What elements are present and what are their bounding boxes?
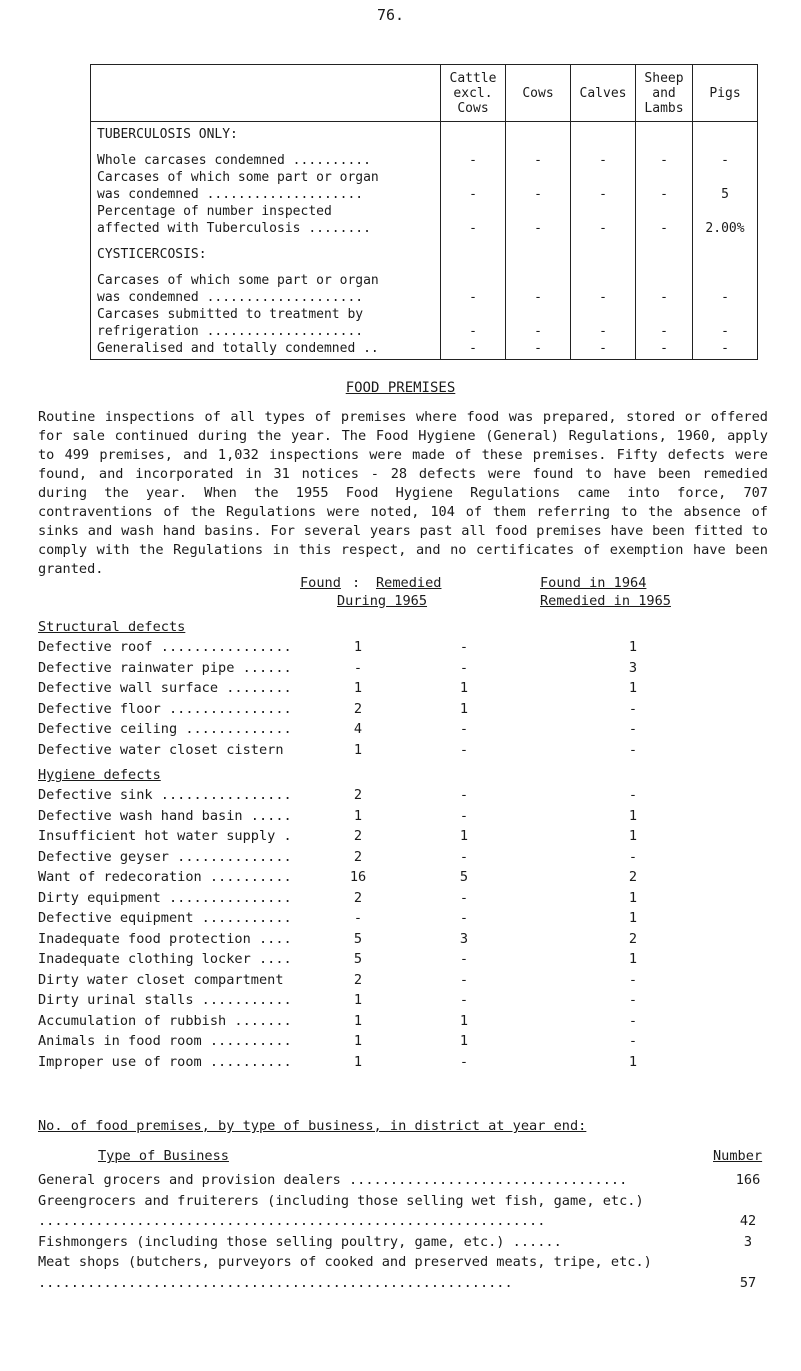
spacer (636, 126, 692, 143)
spacer (636, 272, 692, 289)
table-header-cell (693, 65, 758, 122)
remedied-value: 1 (459, 1012, 469, 1029)
table-cell-value: 2.00% (705, 221, 745, 236)
remedied-1965-value: 1 (628, 910, 638, 926)
row-labels-cell (91, 122, 441, 360)
header-text: Cattle (449, 70, 497, 86)
remedied-value: 3 (459, 930, 469, 947)
defect-label: Improper use of room .......... (38, 1053, 292, 1070)
defect-label: Defective rainwater pipe ...... (38, 659, 292, 676)
table-cell-value: - (599, 324, 607, 339)
spacer (506, 272, 570, 289)
header-text: Sheep (644, 70, 684, 86)
structural-defects-group (38, 618, 778, 760)
remedied-1965-value: - (628, 1033, 638, 1049)
spacer (571, 263, 635, 272)
spacer (571, 237, 635, 246)
remedied-1965-value: - (628, 848, 638, 865)
remedied-1965-value: 1 (628, 680, 638, 696)
spacer (571, 306, 635, 323)
spacer (636, 237, 692, 246)
spacer (636, 263, 692, 272)
found-value: 1 (353, 1053, 363, 1070)
table-cell-value: 5 (721, 187, 729, 202)
remedied-value: - (459, 787, 469, 803)
defect-label: Defective wall surface ........ (38, 680, 292, 696)
spacer (571, 143, 635, 152)
remedied-1965-value: - (628, 700, 638, 717)
business-type: General grocers and provision dealers .................................. (38, 1172, 628, 1188)
label-cyst-part-line1: Carcases of which some part or organ (97, 273, 379, 288)
spacer (693, 143, 757, 152)
remedied-1965-value: - (628, 971, 638, 988)
spacer (441, 169, 505, 186)
table-row (38, 908, 778, 929)
remedied-value: - (459, 992, 469, 1008)
defect-label: Dirty equipment ............... (38, 889, 292, 906)
table-cell-value: - (534, 221, 542, 236)
table-row (38, 1052, 778, 1073)
defect-label: Animals in food room .......... (38, 1033, 292, 1049)
spacer (636, 169, 692, 186)
remedied-1965-value: 3 (628, 659, 638, 676)
list-item (38, 1170, 778, 1191)
spacer (506, 263, 570, 272)
page-number: 76. (377, 6, 405, 24)
col-head-remedied: Remedied (376, 575, 442, 591)
label-tb-percentage-line1: Percentage of number inspected (97, 204, 332, 219)
remedied-1965-value: - (628, 787, 638, 803)
table-cell-value: - (599, 341, 607, 356)
defect-label: Inadequate clothing locker .... (38, 951, 292, 967)
spacer (693, 237, 757, 246)
remedied-1965-value: 2 (628, 930, 638, 947)
remedied-value: - (459, 910, 469, 926)
defect-label: Defective geyser .............. (38, 848, 292, 865)
found-value: 2 (353, 848, 363, 865)
spacer (636, 306, 692, 323)
spacer (441, 246, 505, 263)
table-cell-value: - (660, 341, 668, 356)
remedied-value: - (459, 1053, 469, 1070)
found-value: 1 (353, 807, 363, 824)
label-cyst-refrig-line1: Carcases submitted to treatment by (97, 307, 364, 322)
table-row (38, 719, 778, 740)
col-head-remedied-1965: Remedied in 1965 (540, 593, 671, 609)
found-value: 5 (353, 930, 363, 947)
table-header-cell (441, 65, 506, 122)
remedied-1965-value: - (628, 721, 638, 737)
table-header-row (91, 65, 758, 122)
found-value: 2 (353, 971, 363, 988)
col-head-during: During 1965 (337, 593, 428, 609)
section-heading-tuberculosis: TUBERCULOSIS ONLY: (97, 127, 238, 142)
header-text: Lambs (644, 100, 684, 116)
meat-inspection-table (90, 64, 758, 360)
table-row (38, 867, 778, 888)
defect-label: Want of redecoration .......... (38, 869, 292, 885)
spacer (571, 246, 635, 263)
col-head-found-1964: Found in 1964 (540, 575, 647, 591)
spacer (441, 306, 505, 323)
remedied-value: 1 (459, 828, 469, 844)
table-cell-value: - (721, 290, 729, 305)
table-row (38, 949, 778, 970)
spacer (506, 143, 570, 152)
table-cell-value: - (660, 153, 668, 168)
remedied-1965-value: 1 (628, 828, 638, 844)
defect-label: Defective ceiling ............. (38, 721, 292, 737)
remedied-value: - (459, 971, 469, 988)
business-list (38, 1170, 778, 1293)
label-tb-part-line2: was condemned .................... (97, 187, 364, 202)
header-text: Cows (522, 85, 554, 101)
remedied-value: - (459, 889, 469, 906)
found-value: - (353, 659, 363, 676)
defect-label: Defective sink ................ (38, 787, 292, 803)
spacer (571, 272, 635, 289)
remedied-1965-value: 1 (628, 807, 638, 824)
business-col-number: Number (713, 1148, 763, 1164)
spacer (571, 126, 635, 143)
table-header-cell (91, 65, 441, 122)
remedied-1965-value: - (628, 741, 638, 758)
spacer (506, 237, 570, 246)
label-whole-carcases: Whole carcases condemned .......... (97, 153, 371, 168)
defect-label: Insufficient hot water supply . (38, 828, 292, 844)
spacer (636, 143, 692, 152)
defect-label: Inadequate food protection .... (38, 930, 292, 947)
found-value: - (353, 910, 363, 926)
label-tb-percentage-line2: affected with Tuberculosis ........ (97, 221, 371, 236)
found-value: 2 (353, 700, 363, 717)
spacer (636, 246, 692, 263)
found-value: 1 (353, 741, 363, 758)
header-text: and (652, 85, 676, 101)
table-cell-value: - (660, 324, 668, 339)
label-cyst-part-line2: was condemned .................... (97, 290, 364, 305)
table-header-cell (506, 65, 571, 122)
remedied-value: 1 (459, 1033, 469, 1049)
food-premises-paragraph: Routine inspections of all types of premises where food was prepared, stored or offered for sale continued during the year. The Food Hygiene (General) Regulations, 1960, apply to 499 premises, and 1,032 inspections were made of these premises. Fifty defects were found, and incorporated in 31 notices - 28 defects were found to have been remedied during the year. When the 1955 Food Hygiene Regulations came into force, 707 contraventions of the Regulations were noted, 104 of them referring to the absence of sinks and wash hand basins. For several years past all food premises have been fitted to comply with the Regulations in this respect, and no certificates of exemption have been granted. (38, 409, 768, 577)
table-row (38, 785, 778, 806)
table-cell-value: - (660, 187, 668, 202)
found-value: 2 (353, 828, 363, 844)
spacer (441, 272, 505, 289)
found-value: 1 (353, 1033, 363, 1049)
found-value: 2 (353, 889, 363, 906)
structural-defects-list (38, 637, 778, 760)
table-cell-value: - (534, 341, 542, 356)
list-item (38, 1232, 778, 1253)
table-row (38, 806, 778, 827)
column-sheep (636, 122, 693, 360)
defect-label: Dirty urinal stalls ........... (38, 992, 292, 1008)
structural-defects-title: Structural defects (38, 619, 186, 635)
header-text: Pigs (709, 85, 741, 101)
business-number: 166 (735, 1172, 761, 1188)
hygiene-defects-group (38, 766, 778, 1072)
section-heading-cysticercosis: CYSTICERCOSIS: (97, 247, 207, 262)
business-number: 3 (743, 1233, 753, 1250)
found-value: 2 (353, 787, 363, 803)
table-row (38, 990, 778, 1011)
column-pigs (693, 122, 758, 360)
column-cattle (441, 122, 506, 360)
table-header-cell (636, 65, 693, 122)
spacer (441, 126, 505, 143)
spacer (441, 237, 505, 246)
table-cell-value: - (660, 290, 668, 305)
business-type: Greengrocers and fruiterers (including those selling wet fish, game, etc.) .............................................................. (38, 1192, 644, 1229)
list-item (38, 1252, 778, 1293)
table-cell-value: - (469, 221, 477, 236)
found-value: 16 (349, 869, 367, 885)
business-type: Meat shops (butchers, purveyors of cooked and preserved meats, tripe, etc.) .......................................................... (38, 1254, 652, 1291)
found-value: 1 (353, 992, 363, 1008)
table-cell-value: - (469, 341, 477, 356)
table-row (38, 637, 778, 658)
defect-label: Defective wash hand basin ..... (38, 807, 292, 824)
found-value: 5 (353, 951, 363, 967)
spacer (441, 143, 505, 152)
spacer (506, 246, 570, 263)
defect-label: Defective floor ............... (38, 700, 292, 717)
spacer (693, 272, 757, 289)
remedied-value: - (459, 848, 469, 865)
spacer (693, 169, 757, 186)
hygiene-defects-title: Hygiene defects (38, 767, 161, 783)
table-cell-value: - (469, 324, 477, 339)
table-cell-value: - (721, 341, 729, 356)
list-item (38, 1191, 778, 1232)
spacer (693, 263, 757, 272)
business-number: 42 (739, 1213, 757, 1229)
spacer (506, 203, 570, 220)
remedied-value: - (459, 741, 469, 758)
remedied-1965-value: - (628, 1012, 638, 1029)
table-cell-value: - (599, 221, 607, 236)
column-calves (571, 122, 636, 360)
table-row (38, 888, 778, 909)
remedied-1965-value: 1 (628, 889, 638, 906)
col-head-separator: : (352, 575, 361, 591)
table-row (38, 847, 778, 868)
defect-label: Defective roof ................ (38, 639, 292, 655)
business-type: Fishmongers (including those selling poultry, game, etc.) ...... (38, 1233, 562, 1250)
table-row (38, 826, 778, 847)
spacer (506, 126, 570, 143)
spacer (636, 203, 692, 220)
food-premises-title: FOOD PREMISES (345, 380, 456, 396)
remedied-1965-value: - (628, 992, 638, 1008)
table-row (38, 929, 778, 950)
col-head-found: Found (300, 575, 341, 591)
remedied-value: - (459, 659, 469, 676)
business-number: 57 (739, 1274, 757, 1291)
header-text: Calves (579, 85, 627, 101)
table-row (38, 1011, 778, 1032)
table-cell-value: - (469, 153, 477, 168)
remedied-value: - (459, 639, 469, 655)
remedied-value: 1 (459, 700, 469, 717)
table-body-row (91, 122, 758, 360)
table-row (38, 658, 778, 679)
hygiene-defects-list (38, 785, 778, 1072)
table-row (38, 970, 778, 991)
defect-label: Defective water closet cistern (38, 741, 284, 758)
table-cell-value: - (534, 290, 542, 305)
table-cell-value: - (599, 153, 607, 168)
spacer (571, 203, 635, 220)
spacer (571, 169, 635, 186)
table-cell-value: - (469, 187, 477, 202)
column-cows (506, 122, 571, 360)
table-cell-value: - (534, 153, 542, 168)
remedied-value: 1 (459, 680, 469, 696)
defect-label: Defective equipment ........... (38, 910, 292, 926)
found-value: 1 (353, 639, 363, 655)
found-value: 1 (353, 1012, 363, 1029)
spacer (441, 203, 505, 220)
label-cyst-refrig-line2: refrigeration .................... (97, 324, 364, 339)
remedied-1965-value: 2 (628, 869, 638, 885)
defect-label: Dirty water closet compartment (38, 971, 284, 988)
table-cell-value: - (721, 153, 729, 168)
remedied-value: 5 (459, 869, 469, 885)
spacer (506, 306, 570, 323)
spacer (693, 126, 757, 143)
table-cell-value: - (469, 290, 477, 305)
defect-label: Accumulation of rubbish ....... (38, 1012, 292, 1029)
table-row (38, 740, 778, 761)
table-row (38, 678, 778, 699)
table-cell-value: - (534, 187, 542, 202)
spacer (441, 263, 505, 272)
table-row (38, 1031, 778, 1052)
remedied-value: - (459, 951, 469, 967)
table-cell-value: - (599, 290, 607, 305)
spacer (693, 203, 757, 220)
table-cell-value: - (660, 221, 668, 236)
spacer (693, 246, 757, 263)
remedied-value: - (459, 721, 469, 737)
spacer (693, 306, 757, 323)
header-text: excl. (453, 85, 493, 101)
remedied-value: - (459, 807, 469, 824)
found-value: 1 (353, 680, 363, 696)
business-col-type: Type of Business (98, 1148, 229, 1164)
found-value: 4 (353, 721, 363, 737)
table-cell-value: - (534, 324, 542, 339)
table-cell-value: - (599, 187, 607, 202)
spacer (506, 169, 570, 186)
remedied-1965-value: 1 (628, 1053, 638, 1070)
remedied-1965-value: 1 (628, 639, 638, 655)
business-heading: No. of food premises, by type of business, in district at year end: (38, 1118, 587, 1134)
label-tb-part-line1: Carcases of which some part or organ (97, 170, 379, 185)
table-cell-value: - (721, 324, 729, 339)
header-text: Cows (457, 100, 489, 116)
table-row (38, 699, 778, 720)
table-header-cell (571, 65, 636, 122)
remedied-1965-value: 1 (628, 951, 638, 967)
label-cyst-generalised: Generalised and totally condemned .. (97, 341, 379, 356)
